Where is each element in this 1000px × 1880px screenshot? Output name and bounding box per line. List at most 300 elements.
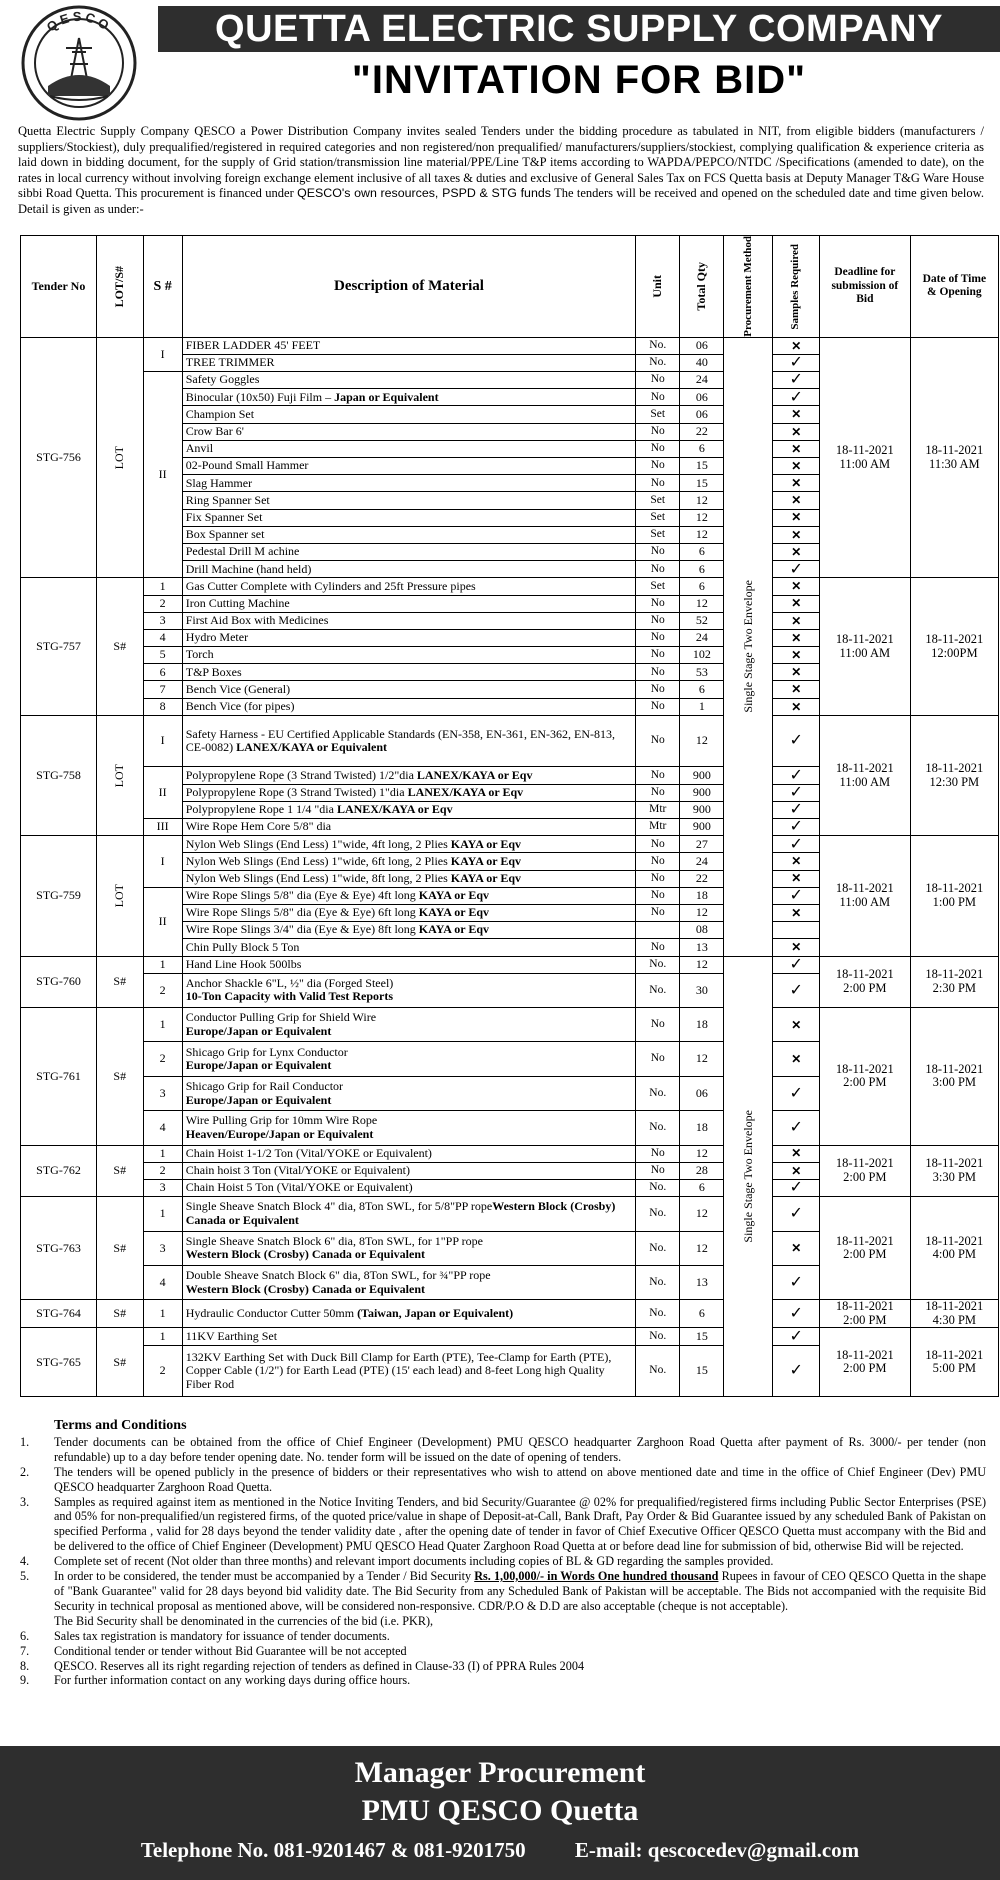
- samples-required: [773, 354, 820, 371]
- unit: No: [636, 870, 680, 887]
- opening-time: [910, 1328, 998, 1397]
- quantity: 900: [680, 767, 724, 784]
- term-number: 8.: [20, 1658, 30, 1673]
- bid-deadline: [820, 1197, 911, 1300]
- lot-type: S#: [113, 1306, 127, 1321]
- description-text: Wire Rope Hem Core 5/8" dia: [185, 819, 332, 834]
- cross-icon: ✕: [791, 613, 802, 628]
- term-amount: Rs. 1,00,000/- in Words One hundred thousand: [474, 1569, 719, 1584]
- material-description: [182, 337, 635, 354]
- opening-time: [910, 337, 998, 578]
- check-icon: ✓: [789, 1205, 803, 1223]
- header-qty: Total Qty: [694, 262, 709, 311]
- samples-required: [773, 887, 820, 904]
- description-text: Gas Cutter Complete with Cylinders and 25ft Pressure pipes: [185, 578, 476, 593]
- table-row: [21, 1300, 999, 1328]
- term-item: [18, 1435, 986, 1465]
- unit: No: [636, 836, 680, 853]
- term-text: The Bid Security shall be denominated in the currencies of the bid (i.e. PKR),: [54, 1613, 434, 1628]
- cross-icon: ✕: [791, 854, 802, 869]
- description-text: Wire Pulling Grip for 10mm Wire Rope: [185, 1113, 378, 1128]
- samples-required: [773, 973, 820, 1007]
- opening-time: [910, 1197, 998, 1300]
- serial-no: 1: [143, 578, 182, 595]
- description-text: Torch: [185, 647, 214, 662]
- quantity: 08: [680, 922, 724, 939]
- check-icon: ✓: [789, 956, 803, 973]
- cross-icon: ✕: [791, 441, 802, 456]
- deadline-time: 11:00 AM: [839, 456, 891, 471]
- unit: No: [636, 595, 680, 612]
- cross-icon: ✕: [791, 596, 802, 611]
- unit: No: [636, 389, 680, 406]
- description-text: Hand Line Hook 500lbs: [185, 956, 302, 971]
- serial-no: II: [143, 887, 182, 956]
- description-text: Single Sheave Snatch Block 4" dia, 8Ton SWL, for 5/8"PP rope: [185, 1199, 493, 1214]
- description-brand: KAYA or Eqv: [418, 905, 490, 920]
- tender-no: STG-757: [21, 578, 97, 716]
- cross-icon: ✕: [791, 338, 802, 353]
- cross-icon: ✕: [791, 493, 802, 508]
- material-description: [182, 526, 635, 543]
- opening-date: 18-11-2021: [925, 881, 984, 896]
- lot-type: S#: [113, 1240, 127, 1255]
- cross-icon: ✕: [791, 940, 802, 955]
- description-text: Chain Hoist 5 Ton (Vital/YOKE or Equivalent): [185, 1180, 413, 1195]
- term-item: [18, 1673, 986, 1688]
- description-brand: Western Block (Crosby) Canada or Equivalent: [185, 1281, 425, 1296]
- intro-text-end: The tenders will be received and opened on the scheduled date and time given below. Detail is given as under:-: [18, 186, 984, 216]
- description-text: Wire Rope Slings 3/4" dia (Eye & Eye) 8ft long: [185, 922, 419, 937]
- unit: No: [636, 647, 680, 664]
- bid-deadline: [820, 956, 911, 1008]
- term-text: In order to be considered, the tender must be accompanied by a Tender / Bid Security: [54, 1569, 475, 1584]
- opening-hour: 4:30 PM: [932, 1312, 977, 1327]
- opening-hour: 2:30 PM: [932, 980, 977, 995]
- serial-no: 2: [143, 1042, 182, 1076]
- terms-title: Terms and Conditions: [54, 1418, 187, 1433]
- quantity: 6: [680, 1300, 724, 1328]
- material-description: [182, 1231, 635, 1265]
- unit: No: [636, 887, 680, 904]
- samples-required: [773, 526, 820, 543]
- bid-deadline: [820, 1008, 911, 1146]
- header-samples: Samples Required: [789, 243, 802, 330]
- description-brand: 10-Ton Capacity with Valid Test Reports: [185, 989, 394, 1004]
- term-item: [18, 1465, 986, 1495]
- description-text: Anvil: [185, 441, 214, 456]
- lot-type: LOT: [112, 763, 127, 788]
- header-procurement: Procurement Method: [741, 236, 754, 337]
- tender-no: STG-756: [21, 337, 97, 578]
- description-brand: Europe/Japan or Equivalent: [185, 1023, 332, 1038]
- deadline-time: 11:00 AM: [839, 774, 891, 789]
- lot-type: S#: [113, 638, 127, 653]
- description-brand: Japan or Equivalent: [334, 389, 439, 404]
- term-number: 4.: [20, 1554, 30, 1569]
- description-text: Polypropylene Rope 1 1/4 "dia: [185, 802, 337, 817]
- term-text-cont: Rupees in favour of CEO QESCO Quetta in the shape of "Bank Guarantee" valid for 28 days beyond bid validity date. The Bid Security from any Scheduled Bank of Pakistan will be acceptable. The Bids not accompanied with the requisite Bid Security in technical proposal as mentioned above, will be considered non-responsive. CDR/P.O & D.D are also acceptable (cheque is not acceptable).: [54, 1569, 986, 1613]
- cross-icon: ✕: [791, 1241, 802, 1256]
- quantity: 18: [680, 1111, 724, 1145]
- table-row: [21, 1328, 999, 1345]
- bid-deadline: [820, 1300, 911, 1328]
- samples-required: [773, 1197, 820, 1231]
- description-text: Bench Vice (General): [185, 681, 291, 696]
- samples-required: [773, 612, 820, 629]
- description-text: Box Spanner set: [185, 527, 265, 542]
- cross-icon: ✕: [791, 665, 802, 680]
- unit: No.: [636, 354, 680, 371]
- deadline-date: 18-11-2021: [835, 967, 894, 982]
- cross-icon: ✕: [791, 407, 802, 422]
- unit: No: [636, 372, 680, 389]
- serial-no: 8: [143, 698, 182, 715]
- cross-icon: ✕: [791, 476, 802, 491]
- bid-deadline: [820, 1328, 911, 1397]
- quantity: 15: [680, 475, 724, 492]
- footer-contact: [0, 1838, 1000, 1863]
- unit: No: [636, 561, 680, 578]
- deadline-date: 18-11-2021: [835, 1233, 894, 1248]
- deadline-time: 2:00 PM: [843, 1312, 887, 1327]
- tender-no: STG-759: [21, 836, 97, 956]
- description-brand: LANEX/KAYA or Eqv: [336, 802, 453, 817]
- qesco-logo: [20, 4, 138, 122]
- unit: No.: [636, 1231, 680, 1265]
- description-text: 132KV Earthing Set with Duck Bill Clamp for Earth (PTE), Tee-Clamp for Earth (PTE), Copper Cable (1/2") for Earth Lead (PTE) (15' each lead) and 8-feet Long high Quality Fiber Rod: [185, 1349, 612, 1391]
- term-text: Samples as required against item as mentioned in the Notice Inviting Tenders, and bid Security/Guarantee @ 02% for prequalified/registered firms including Public Sector Enterprises (PSE) and 05% for non-prequalified/un registered firms, of the quoted price/value in shape of Deposit-at-Call, Bank Draft, Pay Order & Bid Guarantee issued by any scheduled Bank of Pakistan on specified Performa , valid for 28 days beyond the tender validity date , after the opening date of tender in favor of Chief Executive Officer QESCO Quetta must accompany with the Bid and be delivered to the office of Chief Engineer (Development) PMU QESCO Head Quater Zarghoon Road Quetta at or before dead line for submission of bid, otherwise Bid will be rejected.: [54, 1494, 986, 1554]
- serial-no: 7: [143, 681, 182, 698]
- quantity: 6: [680, 1180, 724, 1197]
- check-icon: ✓: [789, 784, 803, 801]
- material-description: [182, 595, 635, 612]
- tender-no: STG-764: [21, 1300, 97, 1328]
- check-icon: ✓: [789, 732, 803, 750]
- samples-required: [773, 1042, 820, 1076]
- term-number: 7.: [20, 1643, 30, 1658]
- unit: Mtr: [636, 801, 680, 818]
- quantity: 30: [680, 973, 724, 1007]
- serial-no: 1: [143, 1300, 182, 1328]
- description-brand: Europe/Japan or Equivalent: [185, 1058, 332, 1073]
- description-brand: Western Block (Crosby) Canada or Equivalent: [185, 1199, 616, 1227]
- material-description: [182, 1162, 635, 1179]
- quantity: 900: [680, 819, 724, 836]
- quantity: 18: [680, 1008, 724, 1042]
- footer: [0, 1746, 1000, 1880]
- header-lot: LOT/S#: [112, 265, 127, 308]
- serial-no: 3: [143, 1180, 182, 1197]
- material-description: [182, 423, 635, 440]
- description-text: FIBER LADDER 45' FEET: [185, 338, 321, 353]
- bid-deadline: [820, 715, 911, 835]
- opening-hour: 3:00 PM: [932, 1075, 977, 1090]
- cross-icon: ✕: [791, 510, 802, 525]
- intro-paragraph: [18, 124, 984, 218]
- material-description: [182, 767, 635, 784]
- check-icon: ✓: [789, 981, 803, 999]
- header-description: Description of Material: [182, 236, 635, 338]
- serial-no: 4: [143, 629, 182, 646]
- opening-time: [910, 1145, 998, 1197]
- header-unit: Unit: [650, 275, 664, 298]
- tender-no: STG-761: [21, 1008, 97, 1146]
- material-description: [182, 836, 635, 853]
- deadline-date: 18-11-2021: [835, 1347, 894, 1362]
- table-row: [21, 578, 999, 595]
- samples-required: [773, 1145, 820, 1162]
- serial-no: 2: [143, 973, 182, 1007]
- term-text: For further information contact on any working days during office hours.: [54, 1673, 411, 1688]
- deadline-date: 18-11-2021: [835, 761, 894, 776]
- check-icon: ✓: [789, 1362, 803, 1380]
- opening-hour: 5:00 PM: [932, 1361, 977, 1376]
- material-description: [182, 664, 635, 681]
- description-brand: KAYA or Eqv: [418, 922, 490, 937]
- samples-required: [773, 561, 820, 578]
- opening-date: 18-11-2021: [925, 1156, 984, 1171]
- quantity: 12: [680, 492, 724, 509]
- description-text: Anchor Shackle 6"L, ½" dia (Forged Steel): [185, 975, 394, 990]
- material-description: [182, 458, 635, 475]
- header-opening: Date of Time & Opening: [910, 236, 998, 338]
- check-icon: ✓: [789, 766, 803, 784]
- opening-hour: 12:00PM: [931, 645, 978, 660]
- lot-type: LOT: [112, 445, 127, 470]
- check-icon: ✓: [789, 1119, 803, 1137]
- description-text: Nylon Web Slings (End Less) 1"wide, 6ft long, 2 Plies: [185, 853, 451, 868]
- unit: No.: [636, 1345, 680, 1397]
- description-text: Binocular (10x50) Fuji Film –: [185, 389, 335, 404]
- term-number: 2.: [20, 1464, 30, 1479]
- deadline-date: 18-11-2021: [835, 1061, 894, 1076]
- check-icon: ✓: [789, 1273, 803, 1291]
- unit: No: [636, 698, 680, 715]
- quantity: 6: [680, 578, 724, 595]
- material-description: [182, 561, 635, 578]
- samples-required: [773, 629, 820, 646]
- samples-required: [773, 578, 820, 595]
- unit: No.: [636, 1076, 680, 1110]
- quantity: 13: [680, 939, 724, 956]
- description-text: Slag Hammer: [185, 475, 253, 490]
- quantity: 6: [680, 681, 724, 698]
- material-description: [182, 801, 635, 818]
- material-description: [182, 1145, 635, 1162]
- material-description: [182, 475, 635, 492]
- material-description: [182, 1328, 635, 1345]
- svg-text:QESCO: QESCO: [43, 8, 115, 35]
- opening-time: [910, 836, 998, 956]
- samples-required: [773, 423, 820, 440]
- samples-required: [773, 784, 820, 801]
- serial-no: II: [143, 767, 182, 819]
- description-text: Drill Machine (hand held): [185, 561, 312, 576]
- unit: Set: [636, 526, 680, 543]
- description-text: Wire Rope Slings 5/8" dia (Eye & Eye) 6ft long: [185, 905, 419, 920]
- unit: Set: [636, 492, 680, 509]
- cross-icon: ✕: [791, 647, 802, 662]
- samples-required: [773, 389, 820, 406]
- unit: No: [636, 681, 680, 698]
- intro-text: Quetta Electric Supply Company QESCO a Power Distribution Company invites sealed Tenders under the bidding procedure as tabulated in NIT, from eligible bidders (manufacturers / suppliers/Stockiest), duly prequalified/registered in required categories and non registered/non prequalified/ manufacturers/suppliers/stockiest, complying qualification & experience criteria as laid down in bidding document, for the supply of Grid station/transmission line material/PPE/Line T&P items according to WAPDA/PEPCO/NTDC /Specifications (amended to date), on the rates in local currency without involving foreign exchange element inclusive of all taxes & duties and exclusive of General Sales Tax on FCS Quetta basis at Deputy Manager T&G Ware House sibbi Road Quetta. This procurement is financed under: [18, 124, 984, 201]
- lot-type: S#: [113, 1354, 127, 1369]
- check-icon: ✓: [789, 887, 803, 905]
- lot-type: LOT: [112, 884, 127, 908]
- samples-required: [773, 904, 820, 921]
- material-description: [182, 1265, 635, 1299]
- quantity: 12: [680, 956, 724, 973]
- samples-required: [773, 870, 820, 887]
- deadline-time: 11:00 AM: [839, 894, 891, 909]
- description-brand: (Taiwan, Japan or Equivalent): [357, 1306, 514, 1321]
- term-text: The tenders will be opened publicly in the presence of bidders or their representatives who wish to attend on above mentioned date and time in the office of Chief Engineer (Dev) PMU QESCO headquarter Zarghoon Road Quetta.: [54, 1464, 986, 1494]
- deadline-time: 2:00 PM: [843, 1361, 887, 1376]
- description-text: Nylon Web Slings (End Less) 1"wide, 8ft long, 2 Plies: [185, 870, 451, 885]
- deadline-time: 2:00 PM: [843, 1247, 887, 1262]
- description-text: Champion Set: [185, 406, 255, 421]
- footer-email: E-mail: qescocedev@gmail.com: [574, 1838, 860, 1862]
- description-text: Polypropylene Rope (3 Strand Twisted) 1"dia: [185, 784, 408, 799]
- serial-no: I: [143, 715, 182, 767]
- samples-required: [773, 698, 820, 715]
- header-tender-no: Tender No: [21, 236, 97, 338]
- opening-date: 18-11-2021: [925, 1233, 984, 1248]
- cross-icon: ✕: [791, 544, 802, 559]
- samples-required: [773, 801, 820, 818]
- tender-no: STG-762: [21, 1145, 97, 1197]
- description-text: Crow Bar 6': [185, 424, 244, 438]
- samples-required: [773, 819, 820, 836]
- quantity: 12: [680, 526, 724, 543]
- check-icon: ✓: [789, 1084, 803, 1102]
- description-brand: LANEX/KAYA or Equivalent: [236, 740, 388, 755]
- samples-required: [773, 1300, 820, 1328]
- deadline-time: 2:00 PM: [843, 980, 887, 995]
- description-text: 11KV Earthing Set: [185, 1328, 278, 1343]
- quantity: 18: [680, 887, 724, 904]
- quantity: 15: [680, 1328, 724, 1345]
- material-description: [182, 354, 635, 371]
- unit: Mtr: [636, 819, 680, 836]
- quantity: 900: [680, 784, 724, 801]
- material-description: [182, 853, 635, 870]
- unit: No: [636, 1042, 680, 1076]
- term-item: [18, 1554, 986, 1569]
- serial-no: 3: [143, 1076, 182, 1110]
- samples-required: [773, 406, 820, 423]
- unit: Set: [636, 406, 680, 423]
- tender-no: STG-765: [21, 1328, 97, 1397]
- material-description: [182, 647, 635, 664]
- samples-required: [773, 372, 820, 389]
- samples-required: [773, 475, 820, 492]
- serial-no: I: [143, 337, 182, 371]
- cross-icon: ✕: [791, 699, 802, 714]
- serial-no: 1: [143, 1145, 182, 1162]
- unit: No.: [636, 1180, 680, 1197]
- quantity: 12: [680, 1231, 724, 1265]
- quantity: 27: [680, 836, 724, 853]
- description-text: Wire Rope Slings 5/8" dia (Eye & Eye) 4ft long: [185, 888, 419, 903]
- material-description: [182, 956, 635, 973]
- serial-no: 3: [143, 612, 182, 629]
- unit: No: [636, 423, 680, 440]
- opening-date: 18-11-2021: [925, 1061, 984, 1076]
- cross-icon: ✕: [791, 458, 802, 473]
- serial-no: III: [143, 819, 182, 836]
- footer-designation: Manager Procurement: [354, 1756, 646, 1789]
- terms-and-conditions: [18, 1419, 986, 1688]
- unit: No: [636, 1145, 680, 1162]
- quantity: 22: [680, 423, 724, 440]
- description-brand: LANEX/KAYA or Eqv: [407, 784, 524, 799]
- serial-no: 1: [143, 1008, 182, 1042]
- cross-icon: ✕: [791, 579, 802, 594]
- quantity: 12: [680, 1145, 724, 1162]
- quantity: 12: [680, 715, 724, 767]
- material-description: [182, 578, 635, 595]
- table-row: [21, 1197, 999, 1231]
- samples-required: [773, 664, 820, 681]
- material-description: [182, 698, 635, 715]
- check-icon: ✓: [789, 801, 803, 819]
- samples-required: [773, 337, 820, 354]
- term-item: [18, 1659, 986, 1674]
- tender-table: [20, 235, 999, 1397]
- samples-required: [773, 647, 820, 664]
- deadline-date: 18-11-2021: [835, 1156, 894, 1171]
- cross-icon: ✕: [791, 527, 802, 542]
- cross-icon: ✕: [791, 682, 802, 697]
- check-icon: ✓: [789, 1305, 803, 1323]
- description-text: T&P Boxes: [185, 664, 242, 679]
- serial-no: 4: [143, 1111, 182, 1145]
- description-text: Polypropylene Rope (3 Strand Twisted) 1/2"dia: [185, 767, 417, 782]
- quantity: 900: [680, 801, 724, 818]
- check-icon: ✓: [789, 1327, 803, 1345]
- opening-hour: 4:00 PM: [932, 1247, 977, 1262]
- procurement-method: Single Stage Two Envelope: [740, 580, 755, 713]
- lot-type: S#: [113, 974, 127, 989]
- unit: No: [636, 475, 680, 492]
- description-text: Nylon Web Slings (End Less) 1"wide, 4ft long, 2 Plies: [185, 836, 451, 851]
- description-text: Chain hoist 3 Ton (Vital/YOKE or Equivalent): [185, 1163, 410, 1178]
- bid-deadline: [820, 1145, 911, 1197]
- material-description: [182, 1042, 635, 1076]
- cross-icon: ✕: [791, 1163, 802, 1178]
- check-icon: ✓: [789, 1179, 803, 1197]
- material-description: [182, 784, 635, 801]
- description-brand: Heaven/Europe/Japan or Equivalent: [185, 1126, 374, 1141]
- unit: Set: [636, 509, 680, 526]
- cross-icon: ✕: [791, 630, 802, 645]
- quantity: 06: [680, 337, 724, 354]
- opening-hour: 11:30 AM: [929, 456, 980, 471]
- bid-deadline: [820, 836, 911, 956]
- unit: No.: [636, 1300, 680, 1328]
- term-item: [18, 1495, 986, 1555]
- quantity: 12: [680, 509, 724, 526]
- description-text: Ring Spanner Set: [185, 492, 270, 507]
- quantity: 12: [680, 595, 724, 612]
- unit: No: [636, 440, 680, 457]
- term-text: Tender documents can be obtained from the office of Chief Engineer (Development) PMU QESCO headquarter Zarghoon Road Quetta after payment of Rs. 3000/- per tender (non refundable) up to a day before tender opening date. No. tender form will be issued on the date of opening of tenders.: [54, 1434, 986, 1464]
- opening-date: 18-11-2021: [925, 1299, 984, 1314]
- description-brand: LANEX/KAYA or Eqv: [416, 767, 533, 782]
- quantity: 102: [680, 647, 724, 664]
